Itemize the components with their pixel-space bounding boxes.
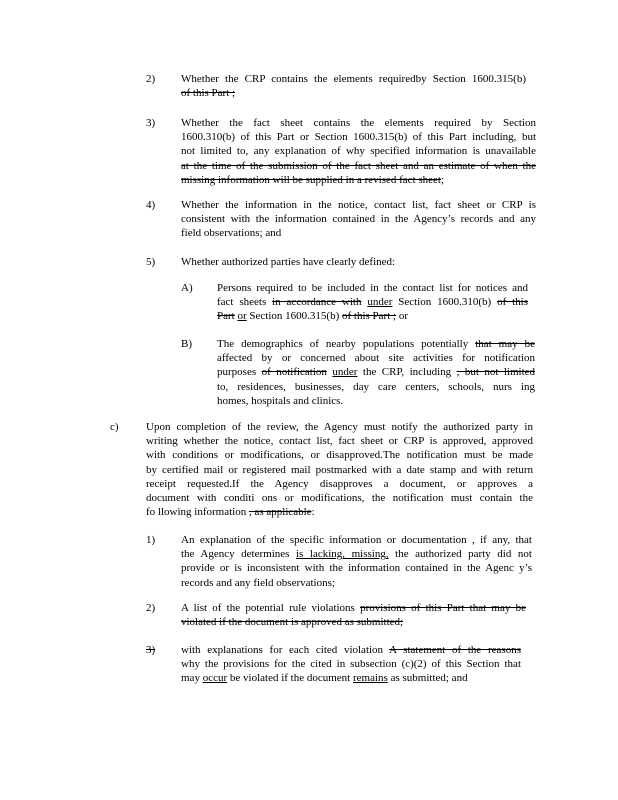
inserted-text: is lacking, missing, <box>296 548 389 561</box>
text-line <box>181 601 526 615</box>
item-text <box>181 255 536 269</box>
text-run: or <box>396 310 408 323</box>
text-run: Whether authorized parties have clearly defined: <box>181 256 396 268</box>
text-run: fact sheets <box>217 296 273 309</box>
text-run: be violated if the document <box>227 672 353 685</box>
text-line <box>217 337 535 351</box>
text-run: The demographics of nearby populations potentially <box>217 338 476 350</box>
text-run: fo llowing information <box>146 506 249 519</box>
text-line <box>181 533 532 547</box>
text-run: the Agency determines <box>181 548 296 561</box>
item-label: 5) <box>146 256 156 268</box>
text-line <box>181 159 536 173</box>
inserted-text: occur <box>202 672 228 685</box>
struck-text: of this Part ; <box>181 87 236 100</box>
struck-text: of this <box>497 296 529 309</box>
struck-text: in accordance with <box>272 296 362 309</box>
item-text <box>217 281 528 324</box>
struck-text: violated if the document is approved as submitted; <box>181 616 404 629</box>
struck-text: at the time of the submission of the fact sheet and an estimate of when the <box>181 159 536 172</box>
text-run: ; <box>440 173 445 186</box>
text-run: receipt requested.If the Agency disapproves a document, or approves a <box>146 477 533 490</box>
text-line <box>181 72 526 86</box>
text-line <box>181 130 536 144</box>
text-line <box>217 351 535 365</box>
item-label: 3) <box>146 644 156 656</box>
text-run: homes, hospitals and clinics. <box>217 394 344 407</box>
text-run: document with conditi ons or modifications, the notification must contain the <box>146 492 533 505</box>
text-run: the CRP, including <box>357 366 457 379</box>
item-label: c) <box>110 421 119 433</box>
text-run: A list of the potential rule violations <box>181 602 361 614</box>
text-line <box>217 295 528 309</box>
text-run: by certified mail or registered mail postmarked with a date stamp and with return <box>146 463 533 476</box>
item-text <box>181 116 536 187</box>
text-run: Upon completion of the review, the Agency must notify the authorized party in <box>146 421 533 433</box>
struck-text: , but not limited <box>456 366 536 379</box>
text-line <box>181 116 536 130</box>
text-line <box>181 212 536 226</box>
text-run: Persons required to be included in the contact list for notices and <box>217 282 528 294</box>
text-run: to, residences, businesses, day care centers, schools, nurs ing <box>217 380 535 393</box>
item-label: 2) <box>146 73 156 85</box>
item-text <box>146 420 533 519</box>
text-run: not limited to, any explanation of why specified information is unavailable <box>181 145 536 158</box>
text-line <box>146 420 533 434</box>
struck-text: A statement of the reasons <box>389 644 521 656</box>
struck-text: provisions of this Part that may be <box>360 602 526 614</box>
text-run: may <box>181 672 203 685</box>
item-text <box>181 601 526 629</box>
text-run: with explanations for each cited violation <box>181 644 390 656</box>
text-run: An explanation of the specific information or documentation , if any, that <box>181 534 532 546</box>
text-run: Whether the information in the notice, contact list, fact sheet or CRP is <box>181 199 536 211</box>
text-run: affected by or concerned about site activities for notification <box>217 352 535 365</box>
text-line <box>181 561 532 575</box>
item-label: 1) <box>146 534 156 546</box>
text-run: as submitted; and <box>387 672 468 685</box>
text-line <box>181 198 536 212</box>
text-run: consistent with the information contained in the Agency’s records and any <box>181 213 536 226</box>
text-line <box>181 657 521 671</box>
text-line <box>217 309 528 323</box>
item-label: 2) <box>146 602 156 614</box>
text-line <box>146 505 533 519</box>
text-line <box>146 463 533 477</box>
text-run: : <box>311 506 315 519</box>
text-line <box>181 144 536 158</box>
text-line <box>217 281 528 295</box>
text-line <box>181 643 521 657</box>
text-run: records and any field observations; <box>181 576 335 589</box>
item-label: 4) <box>146 199 156 211</box>
inserted-text: or <box>237 310 247 323</box>
text-line <box>146 448 533 462</box>
text-line <box>217 394 535 408</box>
inserted-text: under <box>367 296 393 309</box>
item-text <box>181 72 526 100</box>
text-run: provide or is inconsistent with the information contained in the Agenc y’s <box>181 562 532 575</box>
inserted-text: under <box>332 366 358 379</box>
struck-text: that may be <box>475 338 535 350</box>
struck-text: of this Part ; <box>341 310 397 323</box>
struck-text: missing information will be supplied in a revised fact sheet <box>181 173 441 186</box>
text-line <box>181 173 536 187</box>
text-run: why the provisions for the cited in subsection (c)(2) of this Section that <box>181 658 521 671</box>
text-line <box>146 491 533 505</box>
inserted-text: remains <box>353 672 388 685</box>
text-run: purposes <box>217 366 262 379</box>
text-run: with conditions or modifications, or disapproved.The notification must be made <box>146 449 533 462</box>
text-run: writing whether the notice, contact list, fact sheet or CRP is approved, approved <box>146 435 533 448</box>
item-text <box>217 337 535 408</box>
text-line <box>217 365 535 379</box>
text-line <box>146 477 533 491</box>
text-line <box>181 226 536 240</box>
text-run: the authorized party did not <box>388 548 532 561</box>
text-line <box>181 576 532 590</box>
text-line <box>146 434 533 448</box>
item-label: A) <box>181 282 193 294</box>
struck-text: of notification <box>261 366 327 379</box>
text-run: 1600.310(b) of this Part or Section 1600.315(b) of this Part including, but <box>181 131 536 144</box>
item-label: 3) <box>146 117 156 129</box>
text-run: Section 1600.310(b) <box>392 296 498 309</box>
struck-text: , as applicable <box>248 506 312 519</box>
text-line <box>181 255 536 269</box>
text-line <box>181 86 526 100</box>
item-text <box>181 643 521 686</box>
text-run: field observations; and <box>181 227 282 240</box>
text-line <box>181 615 526 629</box>
text-run: Whether the CRP contains the elements requiredby Section 1600.315(b) <box>181 73 526 85</box>
item-text <box>181 533 532 590</box>
item-label: B) <box>181 338 192 350</box>
item-text <box>181 198 536 241</box>
text-run: Whether the fact sheet contains the elements required by Section <box>181 117 536 129</box>
text-line <box>181 547 532 561</box>
text-line <box>217 380 535 394</box>
text-line <box>181 671 521 685</box>
struck-text: Part <box>217 310 235 323</box>
text-run: Section 1600.315(b) <box>246 310 342 323</box>
